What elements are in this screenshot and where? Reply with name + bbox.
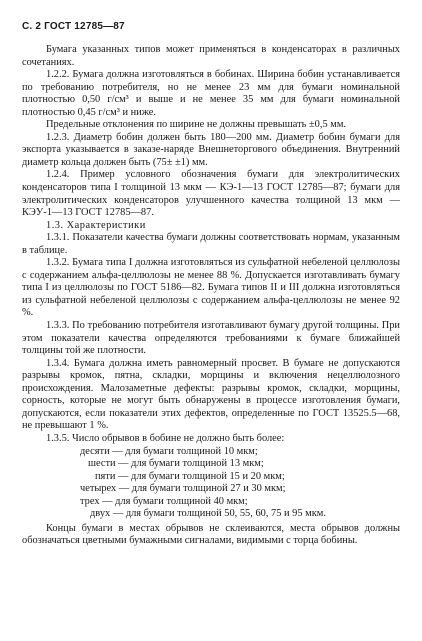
section-heading-1-3: 1.3. Характеристики: [46, 219, 146, 231]
clause-1-3-5: 1.3.5. Число обрывов в бобине не должно быть более:: [46, 432, 285, 444]
paragraph: Бумага указанных типов может применяться в конденсаторах в различных сочетаниях.: [22, 44, 400, 68]
breaks-list: [22, 446, 400, 521]
clause-1-2-2: 1.2.2. Бумага должна изготовляться в бобинах. Ширина бобин устанавливается по требованию потребителя, но не менее 23 мм для бумаги номинальной плотностью 0,50 г/см³ и выше и не менее 35 мм для бумаги номинальной плотностью 0,45 г/см³ и ниже.: [22, 69, 400, 118]
clause-1-3-2: 1.3.2. Бумага типа I должна изготовляться из сульфатной небеленой целлюлозы с содержанием альфа-целлюлозы не менее 88 %. Допускается изготавливать бумагу типа I из целлюлозы по ГОСТ 5186—82. Бумага типов II и III должна изготовляться из сульфатной небеленой целлюлозы с содержанием альфа-целлюлозы не менее 92 %.: [22, 257, 400, 319]
list-item: трех — для бумаги толщиной 40 мкм;: [80, 495, 248, 507]
clause-1-3-3: 1.3.3. По требованию потребителя изготавливают бумагу другой толщины. При этом показатели качества определяются требованиями к бумаге ближайшей толщины той же плотности.: [22, 320, 400, 357]
list-item: шести — для бумаги толщиной 13 мкм;: [88, 458, 264, 470]
clause-1-3-1: 1.3.1. Показатели качества бумаги должны соответствовать нормам, указанным в таблице.: [22, 232, 400, 256]
list-item: десяти — для бумаги толщиной 10 мкм;: [80, 445, 258, 457]
document-body: [22, 44, 400, 548]
list-item: двух — для бумаги толщиной 50, 55, 60, 75 и 95 мкм.: [90, 508, 326, 520]
clause-1-2-4: 1.2.4. Пример условного обозначения бумаги для электролитических конденсаторов типа I толщиной 13 мкм — КЭ-1—13 ГОСТ 12785—87; бумаги для электролитических конденсаторов улучшенного качества толщиной 13 мкм — КЭУ-1—13 ГОСТ 12785—87.: [22, 169, 400, 219]
list-item: четырех — для бумаги толщиной 27 и 30 мкм;: [80, 483, 286, 495]
paragraph: Концы бумаги в местах обрывов не склеиваются, места обрывов должны обозначаться цветными бумажными сигналами, видимыми с торца бобины.: [22, 522, 400, 547]
clause-1-2-3: 1.2.3. Диаметр бобин должен быть 180—200 мм. Диаметр бобин бумаги для экспорта указывается в заказе-наряде Внешнеторгового объединения. Внутренний диаметр кольца должен быть (75± ±1) мм.: [22, 131, 400, 168]
page-header: С. 2 ГОСТ 12785—87: [22, 21, 125, 32]
paragraph: Предельные отклонения по ширине не должны превышать ±0,5 мм.: [46, 119, 347, 131]
list-item: пяти — для бумаги толщиной 15 и 20 мкм;: [95, 470, 285, 482]
clause-1-3-4: 1.3.4. Бумага должна иметь равномерный просвет. В бумаге не допускаются разрывы кромок, пятна, складки, морщины и включения нецеллюлозного происхождения. Малозаметные дефекты: разрывы кромок, складки, морщины, сорность, которые не могут быть обнаружены в процессе изготовления бумаги, допускаются, если показатели этих дефектов, определенные по ГОСТ 13525.5—68, не превышают 1 %.: [22, 357, 400, 432]
